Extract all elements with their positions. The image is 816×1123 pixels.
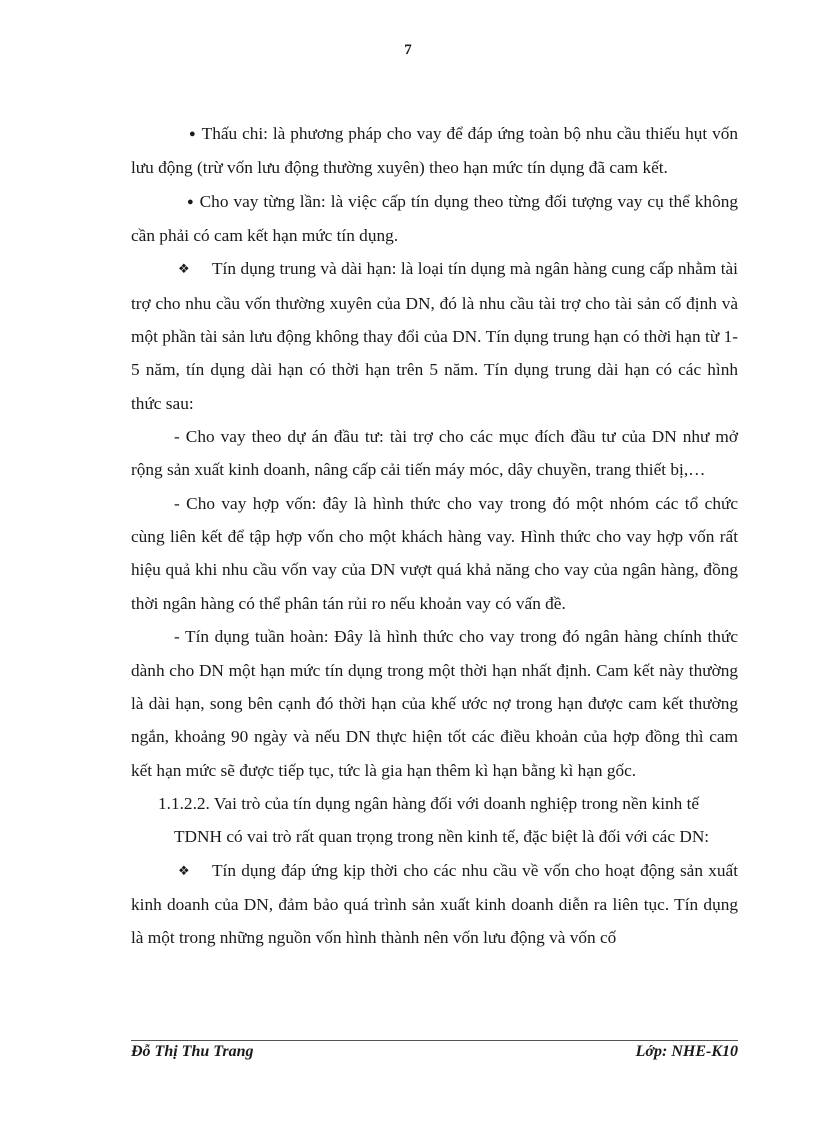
footer-author: Đỗ Thị Thu Trang	[131, 1043, 254, 1060]
paragraph-medium-long-term-credit	[131, 252, 738, 420]
paragraph-text: Tín dụng trung và dài hạn: là loại tín dụng mà ngân hàng cung cấp nhằm tài trợ cho nhu cầu vốn thường xuyên của DN, đó là nhu cầu tài trợ cho tài sản cố định và một phần tài sản lưu động không thay đổi của DN. Tín dụng trung hạn có thời hạn từ 1-5 năm, tín dụng dài hạn có thời hạn trên 5 năm. Tín dụng trung dài hạn có các hình thức sau:	[131, 259, 738, 413]
paragraph-revolving-credit: - Tín dụng tuần hoàn: Đây là hình thức cho vay trong đó ngân hàng chính thức dành cho DN một hạn mức tín dụng trong một thời hạn nhất định. Cam kết này thường là dài hạn, song bên cạnh đó thời hạn của khế ước nợ trong hạn được cam kết thường ngắn, khoảng 90 ngày và nếu DN thực hiện tốt các điều khoản của hợp đồng thì cam kết hạn mức sẽ được tiếp tục, tức là gia hạn thêm kì hạn bằng kì hạn gốc.	[131, 627, 738, 780]
footer-class: Lớp: NHE-K10	[635, 1043, 738, 1060]
paragraph-text: Tín dụng đáp ứng kịp thời cho các nhu cầu về vốn cho hoạt động sản xuất kinh doanh của DN, đảm bảo quá trình sản xuất kinh doanh diễn ra liên tục. Tín dụng là một trong những nguồn vốn hình thành nên vốn lưu động và vốn cố	[131, 860, 738, 948]
paragraph-credit-role	[131, 854, 738, 955]
diamond-bullet-icon: ❖	[178, 262, 190, 278]
paragraph-single-loan	[131, 185, 738, 253]
diamond-bullet-icon: ❖	[178, 863, 190, 879]
paragraph-intro: TDNH có vai trò rất quan trọng trong nền kinh tế, đặc biệt là đối với các DN:	[174, 827, 710, 847]
paragraph-syndicated-loan: - Cho vay hợp vốn: đây là hình thức cho vay trong đó một nhóm các tổ chức cùng liên kết để tập hợp vốn cho một khách hàng vay. Hình thức cho vay hợp vốn rất hiệu quả khi nhu cầu vốn vay của DN vượt quá khả năng cho vay của ngân hàng, đồng thời ngân hàng có thể phân tán rủi ro nếu khoản vay có vấn đề.	[131, 493, 738, 613]
section-heading: 1.1.2.2. Vai trò của tín dụng ngân hàng đối với doanh nghiệp trong nền kinh tế	[158, 793, 700, 813]
paragraph-text: Cho vay từng lần: là việc cấp tín dụng theo từng đối tượng vay cụ thể không cần phải có cam kết hạn mức tín dụng.	[131, 191, 738, 246]
paragraph-project-loan: - Cho vay theo dự án đầu tư: tài trợ cho các mục đích đầu tư của DN như mở rộng sản xuất kinh doanh, nâng cấp cải tiến máy móc, dây chuyền, trang thiết bị,…	[131, 427, 738, 480]
bullet-dot-icon: ●	[187, 195, 194, 208]
document-body	[131, 117, 738, 955]
paragraph-overdraft	[131, 117, 738, 185]
page-number: 7	[404, 42, 412, 58]
bullet-dot-icon: ●	[189, 128, 196, 140]
paragraph-text: Thấu chi: là phương pháp cho vay để đáp ứng toàn bộ nhu cầu thiếu hụt vốn lưu động (trừ vốn lưu động thường xuyên) theo hạn mức tín dụng đã cam kết.	[131, 124, 738, 178]
footer-divider	[131, 1040, 738, 1041]
